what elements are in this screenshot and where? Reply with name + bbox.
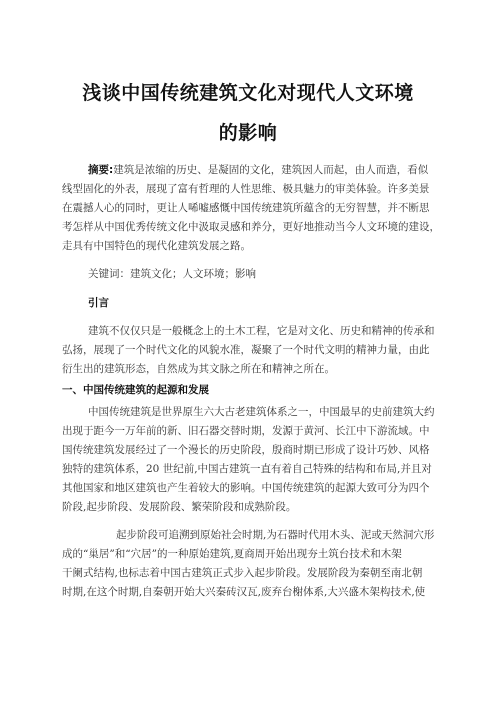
abstract-line-3: 在震撼人心的同时，更让人唏嘘感慨中国传统建筑所蕴含的无穷智慧，并不断思 [62,202,430,214]
intro-line-2: 弘扬，展现了一个时代文化的风貌水准，凝聚了一个时代文明的精神力量，由此 [62,344,430,356]
section1-p1-line-5: 其他国家和地区建筑也产生着较大的影响。中国传统建筑的起源大致可分为四个 [62,482,430,494]
intro-line-1: 建筑不仅仅只是一般概念上的土木工程，它是对文化、历史和精神的传承和 [88,325,435,337]
section1-p1-line-4: 独特的建筑体系，20 世纪前,中国古建筑一直有着自己特殊的结构和布局,并且对 [62,463,432,475]
section1-p1-line-1: 中国传统建筑是世界原生六大古老建筑体系之一，中国最早的史前建筑大约 [88,406,435,418]
abstract-line-2: 线型固化的外表，展现了富有哲理的人性思维、极具魅力的审美体验。许多美景 [62,183,430,195]
intro-line-3: 衍生出的建筑形态，自然成为其文脉之所在和精神之所在。 [62,363,335,375]
section1-p2-line-1: 起步阶段可追溯到原始社会时期,为石器时代用木头、泥或天然洞穴形 [116,529,435,541]
section1-p1-line-6: 阶段,起步阶段、发展阶段、繁荣阶段和成熟阶段。 [62,501,297,513]
abstract-line-4: 考怎样从中国优秀传统文化中汲取灵感和养分，更好地推动当今人文环境的建设， [62,221,440,233]
section1-heading: 一、中国传统建筑的起源和发展 [62,384,209,396]
section1-p1-line-2: 出现于距今一万年前的新、旧石器交替时期，发源于黄河、长江中下游流域。中 [62,425,430,437]
keywords-line: 关键词：建筑文化；人文环境；影响 [88,268,256,280]
abstract-line-5: 走具有中国特色的现代化建筑发展之路。 [62,240,251,252]
abstract-label: 摘要: [88,164,114,176]
section1-p1-line-3: 国传统建筑发展经过了一个漫长的历史阶段，殷商时期已形成了设计巧妙、风格 [62,444,430,456]
section1-p2-line-2: 成的“巢居”和“穴居”的一种原始建筑,夏商周开始出现夯土筑台技术和木架 [62,548,402,560]
intro-heading: 引言 [88,297,109,309]
title-line-2: 的影响 [218,122,278,144]
title-line-1: 浅谈中国传统建筑文化对现代人文环境 [82,82,414,104]
abstract-line-1 [88,162,428,177]
abstract-text: 建筑是浓缩的历史、是凝固的文化，建筑因人而起，由人而造，看似 [113,164,429,176]
section1-p2-line-4: 时期,在这个时期,自秦朝开始大兴秦砖汉瓦,废弃台榭体系,大兴盛木架构技术,使 [62,586,426,598]
section1-p2-line-3: 干阑式结构,也标志着中国古建筑正式步入起步阶段。发展阶段为秦朝至南北朝 [62,567,423,579]
